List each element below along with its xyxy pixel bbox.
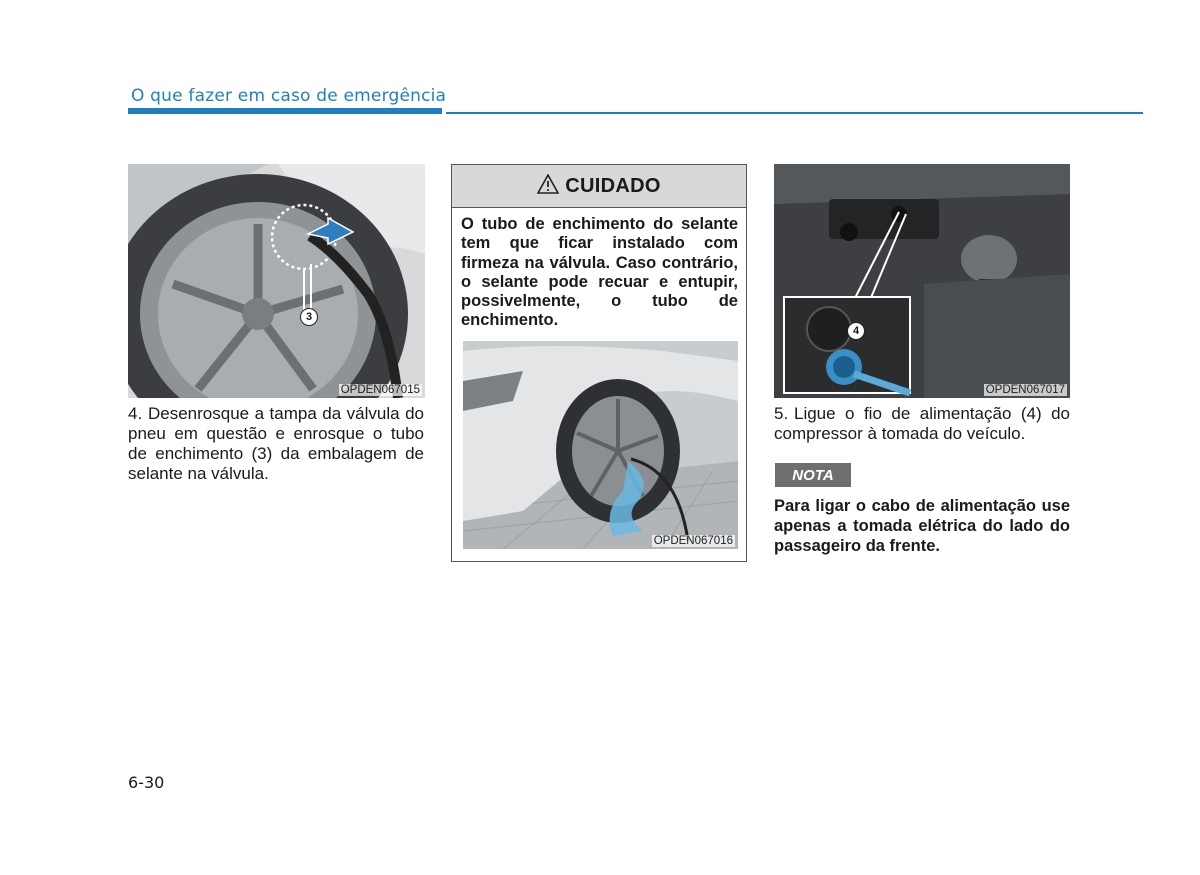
nota-badge: NOTA xyxy=(775,463,851,487)
caution-title: CUIDADO xyxy=(565,174,661,197)
caution-header xyxy=(452,165,746,208)
step-body: Desenrosque a tampa da válvula do pneu em questão e enrosque o tubo de enchimento (3) da embalagem de selante na válvula. xyxy=(128,404,424,483)
figure-code: OPDEN067016 xyxy=(653,535,733,547)
power-outlet-figure xyxy=(774,164,1070,398)
figure-code: OPDEN067015 xyxy=(340,384,420,396)
step-5-text xyxy=(774,404,1070,444)
callout-4: 4 xyxy=(847,322,865,340)
tire-valve-illustration xyxy=(128,164,425,398)
car-sealant-figure xyxy=(463,341,738,549)
callout-3: 3 xyxy=(300,308,318,326)
caution-box xyxy=(451,164,747,562)
tire-valve-figure xyxy=(128,164,425,398)
power-outlet-illustration xyxy=(774,164,1070,398)
step-number: 5. xyxy=(774,404,789,423)
warning-triangle-icon xyxy=(537,174,559,199)
section-title: O que fazer em caso de emergência xyxy=(131,86,447,106)
step-body: Ligue o fio de alimentação (4) do compressor à tomada do veículo. xyxy=(774,404,1070,443)
header-rule-thin xyxy=(446,112,1143,114)
nota-text: Para ligar o cabo de alimentação use apenas a tomada elétrica do lado do passageiro da frente. xyxy=(774,497,1070,555)
caution-text: O tubo de enchimento do selante tem que ficar instalado com firmeza na válvula. Caso contrário, o selante pode recuar e entupir, possivelmente, o tubo de enchimento. xyxy=(461,215,738,330)
car-sealant-illustration xyxy=(463,341,738,549)
figure-code: OPDEN067017 xyxy=(985,384,1065,396)
header-rule-thick xyxy=(128,108,442,114)
step-4-text xyxy=(128,404,424,484)
step-number: 4. xyxy=(128,404,143,423)
page-number: 6-30 xyxy=(128,773,165,792)
